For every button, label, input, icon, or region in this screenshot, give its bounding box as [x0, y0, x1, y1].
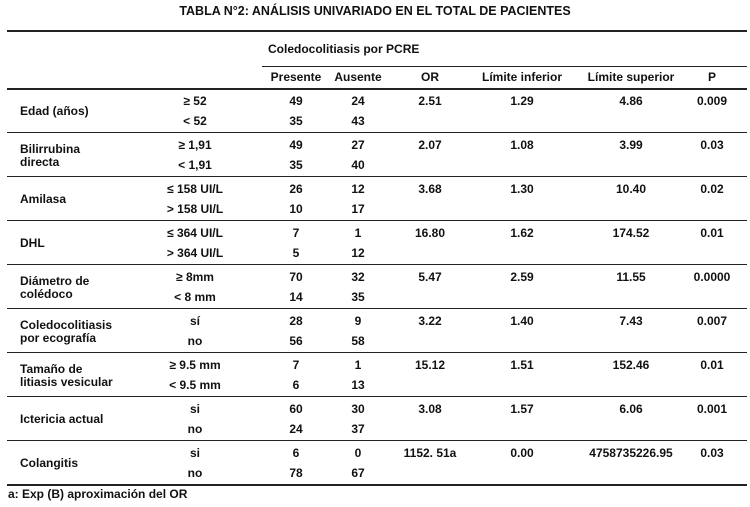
cell-or: 1152. 51a: [403, 446, 457, 460]
row-variable: directa: [20, 155, 60, 169]
table-rule: [7, 264, 747, 265]
row-variable: DHL: [20, 236, 45, 250]
cell-ausente: 12: [351, 246, 365, 260]
row-variable: litiasis vesicular: [20, 375, 113, 389]
cell-upper: 10.40: [615, 182, 647, 196]
table-rule: [7, 220, 747, 221]
row-level: no: [187, 334, 203, 348]
cell-p: 0.01: [700, 358, 724, 372]
cell-ausente: 43: [351, 114, 365, 128]
cell-upper: 11.55: [616, 270, 646, 284]
cell-ausente: 67: [351, 466, 365, 480]
cell-or: 3.22: [418, 314, 442, 328]
table-footnote: a: Exp (B) aproximación del OR: [8, 487, 188, 501]
cell-upper: 3.99: [619, 138, 643, 152]
cell-p: 0.009: [696, 94, 728, 108]
cell-ausente: 58: [351, 334, 365, 348]
cell-upper: 174.52: [612, 226, 650, 240]
table-rule: [7, 484, 747, 486]
cell-lower: 1.57: [510, 402, 534, 416]
cell-lower: 1.29: [510, 94, 534, 108]
column-header: P: [707, 70, 717, 84]
column-header: OR: [421, 70, 439, 84]
cell-upper: 7.43: [619, 314, 643, 328]
cell-lower: 1.51: [510, 358, 534, 372]
table-rule: [7, 308, 747, 309]
cell-lower: 1.08: [510, 138, 534, 152]
cell-or: 3.08: [418, 402, 442, 416]
cell-presente: 5: [292, 246, 300, 260]
cell-or: 3.68: [418, 182, 442, 196]
cell-presente: 35: [289, 158, 303, 172]
column-header: Presente: [270, 70, 322, 84]
cell-or: 15.12: [414, 358, 446, 372]
row-variable: por ecografía: [20, 331, 97, 345]
row-level: si: [189, 402, 201, 416]
cell-presente: 28: [289, 314, 303, 328]
cell-p: 0.0000: [693, 270, 731, 284]
cell-ausente: 32: [351, 270, 365, 284]
cell-ausente: 1: [354, 226, 362, 240]
cell-presente: 35: [289, 114, 303, 128]
row-level: > 364 UI/L: [166, 246, 224, 260]
row-level: sí: [189, 314, 201, 328]
row-level: ≥ 1,91: [178, 138, 212, 152]
row-level: > 158 UI/L: [166, 202, 224, 216]
cell-presente: 49: [289, 138, 303, 152]
cell-p: 0.001: [696, 402, 728, 416]
cell-presente: 6: [292, 446, 300, 460]
table-title: TABLA N°2: ANÁLISIS UNIVARIADO EN EL TOTAL DE PACIENTES: [179, 4, 571, 18]
cell-ausente: 30: [351, 402, 365, 416]
cell-ausente: 37: [351, 422, 365, 436]
cell-ausente: 27: [351, 138, 365, 152]
cell-upper: 6.06: [619, 402, 643, 416]
cell-presente: 70: [289, 270, 303, 284]
table-rule: [7, 30, 747, 32]
cell-presente: 14: [289, 290, 303, 304]
row-variable: Tamaño de: [20, 362, 83, 376]
table-rule: [7, 176, 747, 177]
cell-ausente: 17: [351, 202, 365, 216]
cell-presente: 7: [292, 358, 300, 372]
cell-p: 0.01: [700, 226, 724, 240]
group-rule: [262, 66, 747, 67]
cell-ausente: 13: [351, 378, 365, 392]
cell-p: 0.03: [700, 446, 724, 460]
row-variable: Amilasa: [20, 192, 67, 206]
cell-or: 16.80: [414, 226, 446, 240]
cell-ausente: 1: [354, 358, 362, 372]
cell-upper: 152.46: [612, 358, 650, 372]
table-rule: [7, 132, 747, 133]
cell-ausente: 24: [351, 94, 365, 108]
column-header: Límite superior: [587, 70, 675, 84]
row-variable: Bilirrubina: [20, 142, 81, 156]
row-variable: Edad (años): [20, 104, 89, 118]
cell-presente: 60: [289, 402, 303, 416]
column-header: Ausente: [334, 70, 382, 84]
table-rule: [7, 440, 747, 441]
cell-p: 0.02: [700, 182, 724, 196]
row-level: no: [187, 466, 203, 480]
column-header: Límite inferior: [481, 70, 563, 84]
row-level: ≤ 158 UI/L: [167, 182, 223, 196]
cell-p: 0.007: [696, 314, 728, 328]
table-rule: [7, 352, 747, 353]
row-level: < 8 mm: [174, 290, 216, 304]
cell-lower: 1.40: [510, 314, 534, 328]
row-level: < 9.5 mm: [169, 378, 221, 392]
cell-lower: 1.62: [510, 226, 534, 240]
cell-or: 2.07: [418, 138, 442, 152]
row-level: ≥ 52: [183, 94, 207, 108]
cell-p: 0.03: [700, 138, 724, 152]
cell-presente: 6: [292, 378, 300, 392]
cell-presente: 24: [289, 422, 303, 436]
table-rule: [7, 396, 747, 397]
cell-lower: 2.59: [510, 270, 534, 284]
row-variable: Colangitis: [20, 456, 79, 470]
row-variable: Diámetro de: [20, 274, 90, 288]
row-level: ≥ 8mm: [176, 270, 214, 284]
cell-ausente: 40: [351, 158, 365, 172]
cell-presente: 49: [289, 94, 303, 108]
row-level: no: [187, 422, 203, 436]
group-header: Coledocolitiasis por PCRE: [268, 42, 420, 56]
row-level: ≥ 9.5 mm: [169, 358, 221, 372]
table-rule: [7, 88, 747, 90]
row-level: si: [189, 446, 201, 460]
cell-upper: 4758735226.95: [589, 446, 673, 460]
cell-ausente: 35: [351, 290, 365, 304]
cell-or: 5.47: [418, 270, 442, 284]
cell-ausente: 12: [351, 182, 365, 196]
cell-presente: 78: [289, 466, 303, 480]
row-variable: Ictericia actual: [20, 412, 104, 426]
row-level: < 52: [183, 114, 207, 128]
cell-presente: 56: [289, 334, 303, 348]
cell-ausente: 9: [354, 314, 362, 328]
row-variable: colédoco: [20, 287, 73, 301]
row-level: < 1,91: [178, 158, 212, 172]
cell-lower: 1.30: [510, 182, 534, 196]
row-variable: Coledocolitiasis: [20, 318, 113, 332]
cell-presente: 26: [289, 182, 303, 196]
cell-or: 2.51: [418, 94, 442, 108]
cell-presente: 10: [289, 202, 303, 216]
cell-lower: 0.00: [510, 446, 534, 460]
row-level: ≤ 364 UI/L: [167, 226, 223, 240]
cell-presente: 7: [292, 226, 300, 240]
cell-upper: 4.86: [619, 94, 643, 108]
cell-ausente: 0: [354, 446, 362, 460]
